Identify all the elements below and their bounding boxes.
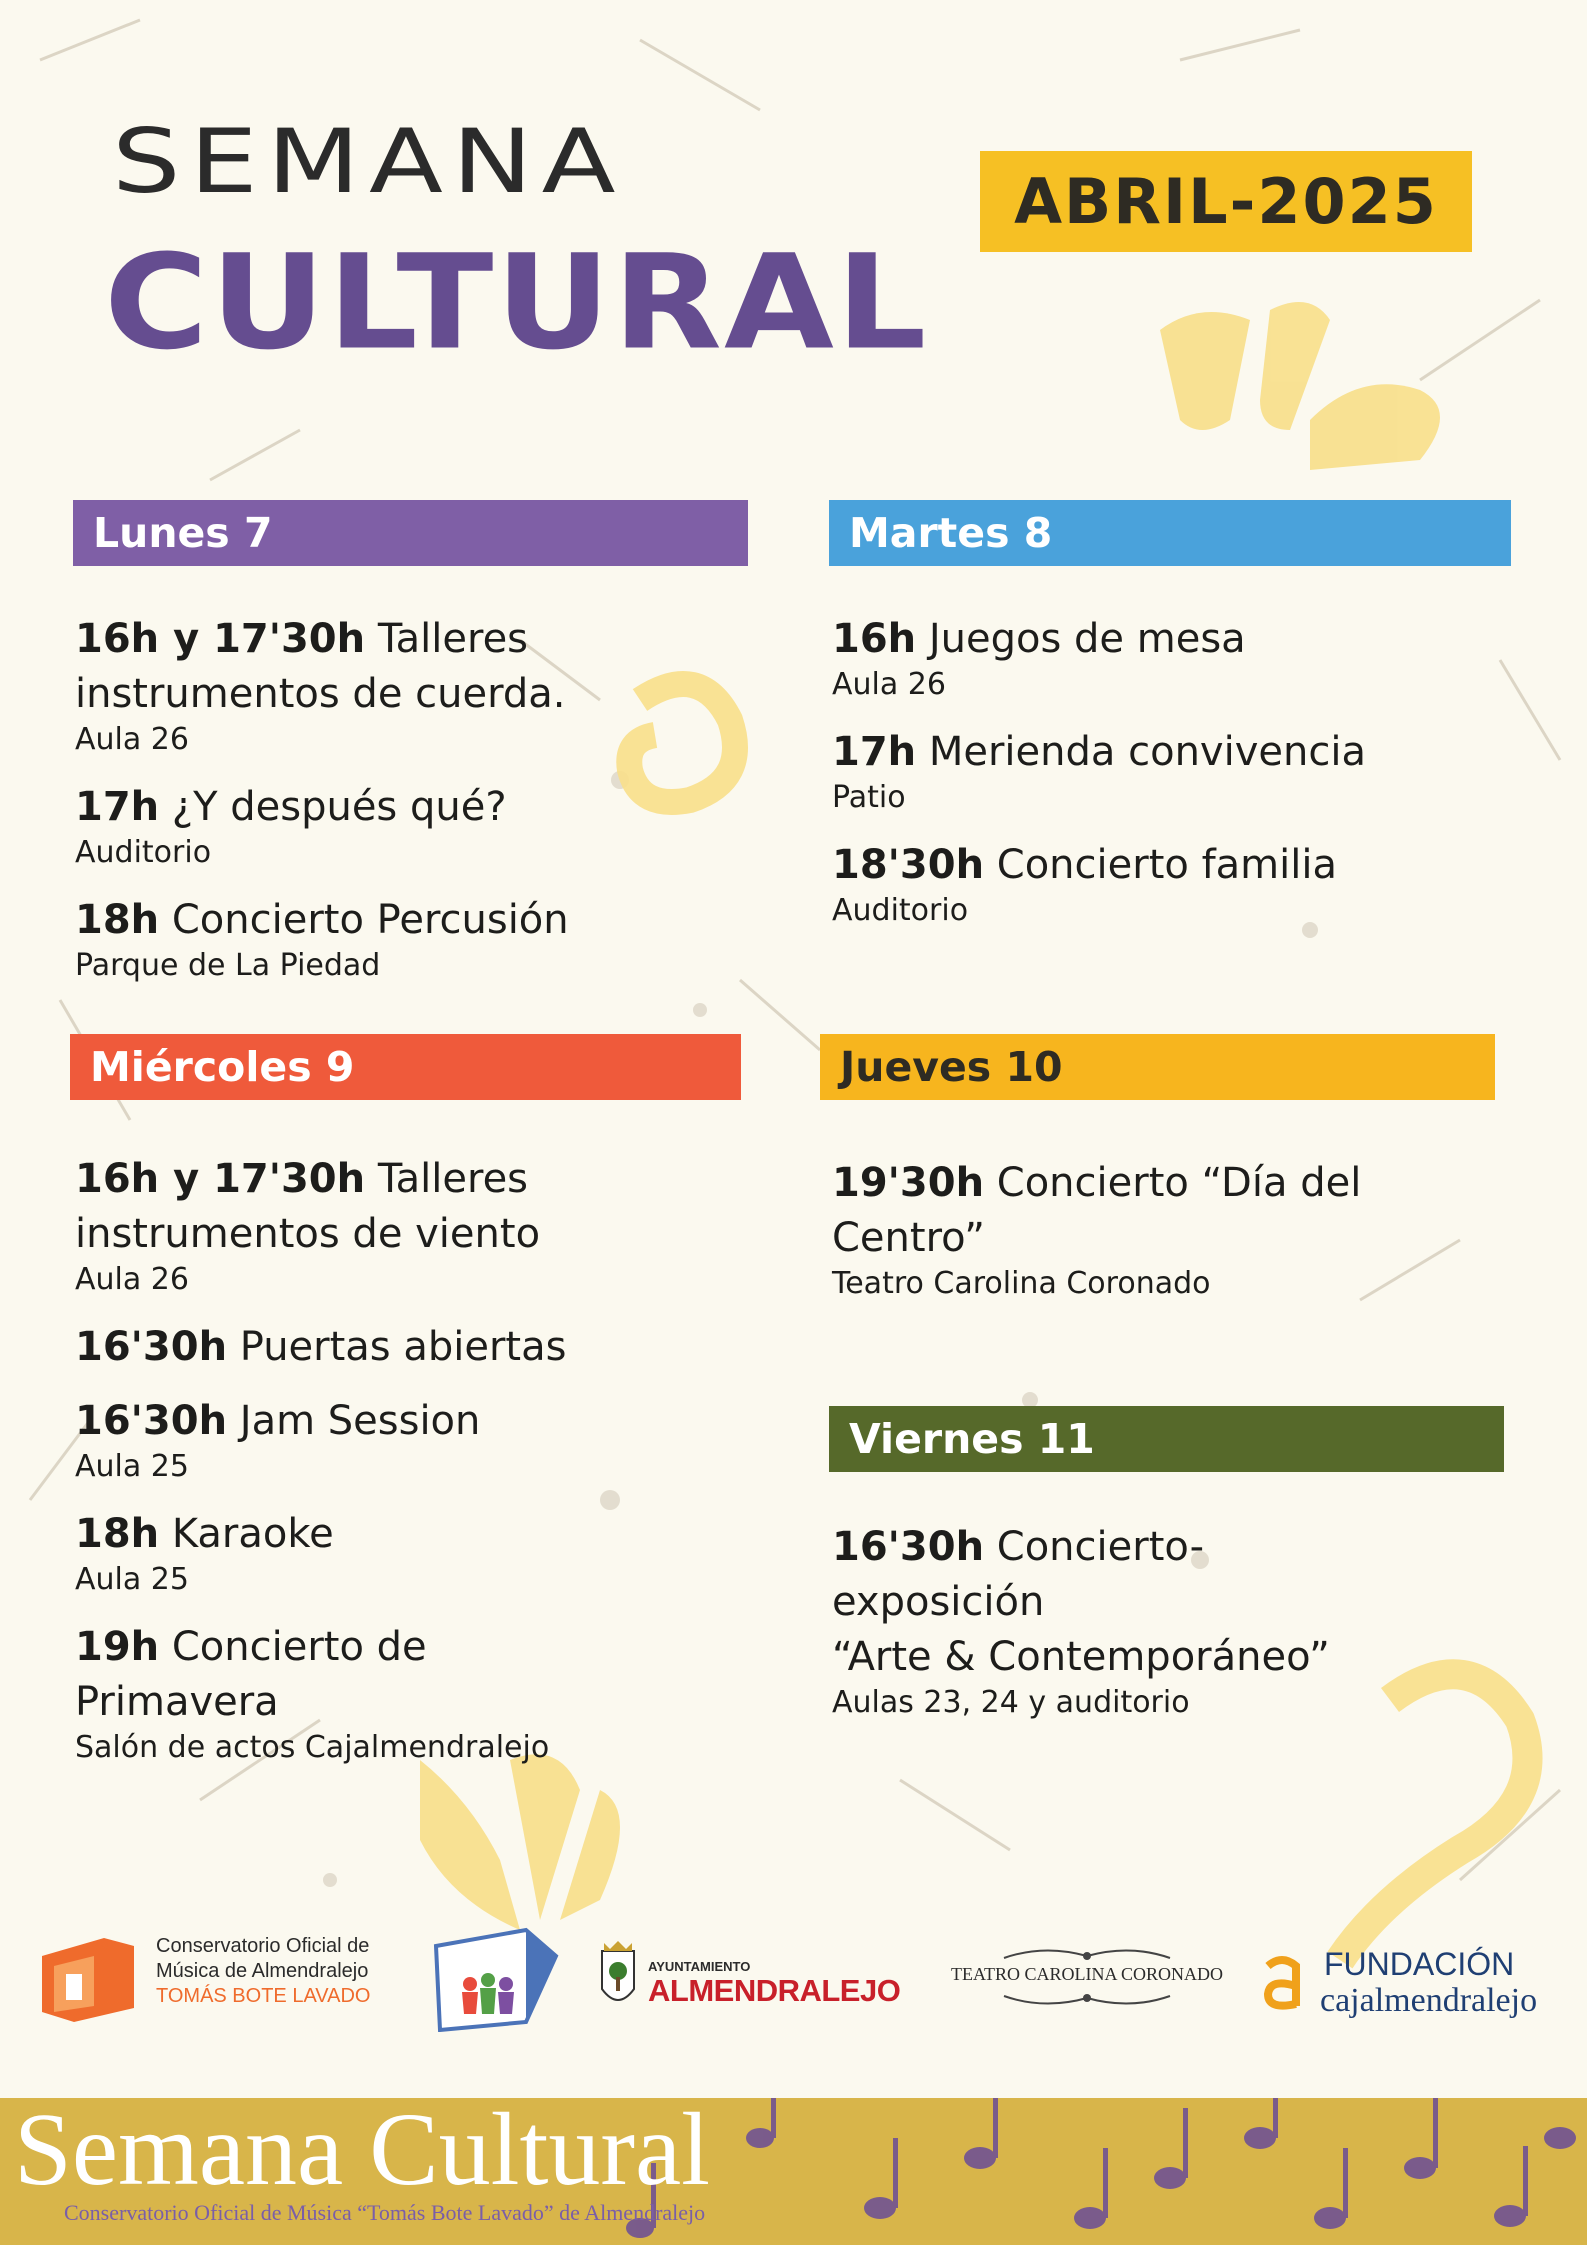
event-place: Auditorio: [75, 835, 212, 870]
conservatorio-line2: Música de Almendralejo: [156, 1960, 369, 1982]
date-badge: [980, 151, 1472, 252]
day-header-miercoles: [70, 1034, 741, 1100]
event-place: Parque de La Piedad: [75, 948, 381, 983]
event-place: Aulas 23, 24 y auditorio: [832, 1685, 1190, 1720]
ayuntamiento-small: AYUNTAMIENTO: [648, 1959, 751, 1974]
event-title-cont: instrumentos de viento: [75, 1211, 541, 1257]
event-time: 18'30h: [832, 842, 985, 888]
event-title: Puertas abiertas: [227, 1324, 567, 1370]
event-place: Aula 25: [75, 1449, 189, 1484]
event-time: 19'30h: [832, 1160, 985, 1206]
fundacion-line1: FUNDACIÓN: [1324, 1946, 1515, 1982]
day-title: Lunes 7: [93, 509, 273, 557]
fundacion-icon: [1258, 1952, 1306, 2014]
event-miercoles-5: [75, 1620, 775, 1766]
event-miercoles-2: [75, 1320, 775, 1375]
event-title: Concierto-: [984, 1524, 1205, 1570]
event-title: Concierto familia: [984, 842, 1337, 888]
event-time: 17h: [75, 784, 160, 830]
event-place: Aula 26: [832, 667, 946, 702]
event-miercoles-3: [75, 1394, 775, 1485]
event-miercoles-4: [75, 1507, 775, 1598]
event-martes-3: [832, 838, 1532, 929]
event-title: Concierto Percusión: [159, 897, 569, 943]
event-time: 18h: [75, 897, 160, 943]
event-time: 19h: [75, 1624, 160, 1670]
event-title: Concierto de: [159, 1624, 427, 1670]
event-place: Salón de actos Cajalmendralejo: [75, 1730, 550, 1765]
event-place: Aula 26: [75, 722, 189, 757]
title-cultural: CULTURAL: [104, 226, 929, 379]
event-time: 16h y 17'30h: [75, 616, 366, 662]
day-header-jueves: [820, 1034, 1495, 1100]
event-place: Teatro Carolina Coronado: [832, 1266, 1211, 1301]
title-semana: SEMANA: [112, 110, 625, 214]
conservatorio-icon: [34, 1926, 144, 2026]
fundacion-line2: cajalmendralejo: [1320, 1982, 1538, 2019]
event-viernes-1: [832, 1520, 1532, 1721]
event-title-cont: Primavera: [75, 1679, 279, 1725]
ayuntamiento-big: ALMENDRALEJO: [648, 1973, 901, 2008]
event-title-cont: “Arte & Contemporáneo”: [832, 1634, 1330, 1680]
teatro-label: TEATRO CAROLINA CORONADO: [950, 1964, 1223, 1984]
event-place: Aula 25: [75, 1562, 189, 1597]
event-lunes-1: [75, 612, 775, 758]
logo-teatro: [944, 1942, 1230, 2012]
event-title: Karaoke: [159, 1511, 334, 1557]
conservatorio-line1: Conservatorio Oficial de: [156, 1935, 370, 1957]
event-title: Jam Session: [227, 1398, 481, 1444]
banner-subtitle: Conservatorio Oficial de Música “Tomás Bote Lavado” de Almendralejo: [64, 2200, 706, 2225]
banner-title: Semana Cultural: [14, 2092, 711, 2207]
event-title: Juegos de mesa: [916, 616, 1246, 662]
day-header-martes: [829, 500, 1511, 566]
coat-of-arms-icon: [596, 1937, 640, 2013]
event-time: 18h: [75, 1511, 160, 1557]
event-title-cont: instrumentos de cuerda.: [75, 671, 566, 717]
event-title: Talleres: [365, 1156, 529, 1202]
event-jueves-1: [832, 1156, 1532, 1302]
event-martes-1: [832, 612, 1532, 703]
event-time: 16'30h: [75, 1324, 228, 1370]
logo-fundacion: [1258, 1944, 1558, 2024]
event-martes-2: [832, 725, 1532, 816]
day-header-lunes: [73, 500, 748, 566]
logo-conservatorio: [34, 1920, 414, 2030]
conservatorio-line3: TOMÁS BOTE LAVADO: [156, 1985, 371, 2007]
event-miercoles-1: [75, 1152, 775, 1298]
day-title: Viernes 11: [849, 1415, 1095, 1463]
event-title: Merienda convivencia: [916, 729, 1366, 775]
event-title: Concierto “Día del: [984, 1160, 1362, 1206]
event-time: 16'30h: [75, 1398, 228, 1444]
event-time: 16'30h: [832, 1524, 985, 1570]
day-header-viernes: [829, 1406, 1504, 1472]
event-title: ¿Y después qué?: [159, 784, 507, 830]
day-title: Jueves 10: [840, 1043, 1063, 1091]
event-lunes-2: [75, 780, 775, 871]
event-place: Aula 26: [75, 1262, 189, 1297]
logo-school: [430, 1922, 560, 2032]
school-logo-icon: [430, 1922, 560, 2032]
day-title: Miércoles 9: [90, 1043, 355, 1091]
logo-ayuntamiento: [596, 1935, 916, 2015]
event-title-cont: exposición: [832, 1579, 1045, 1625]
event-lunes-3: [75, 893, 775, 984]
day-title: Martes 8: [849, 509, 1053, 557]
event-title: Talleres: [365, 616, 529, 662]
event-place: Patio: [832, 780, 906, 815]
event-time: 16h: [832, 616, 917, 662]
event-place: Auditorio: [832, 893, 969, 928]
event-title-cont: Centro”: [832, 1215, 985, 1261]
date-label: ABRIL-2025: [1014, 165, 1438, 238]
event-time: 17h: [832, 729, 917, 775]
event-time: 16h y 17'30h: [75, 1156, 366, 1202]
